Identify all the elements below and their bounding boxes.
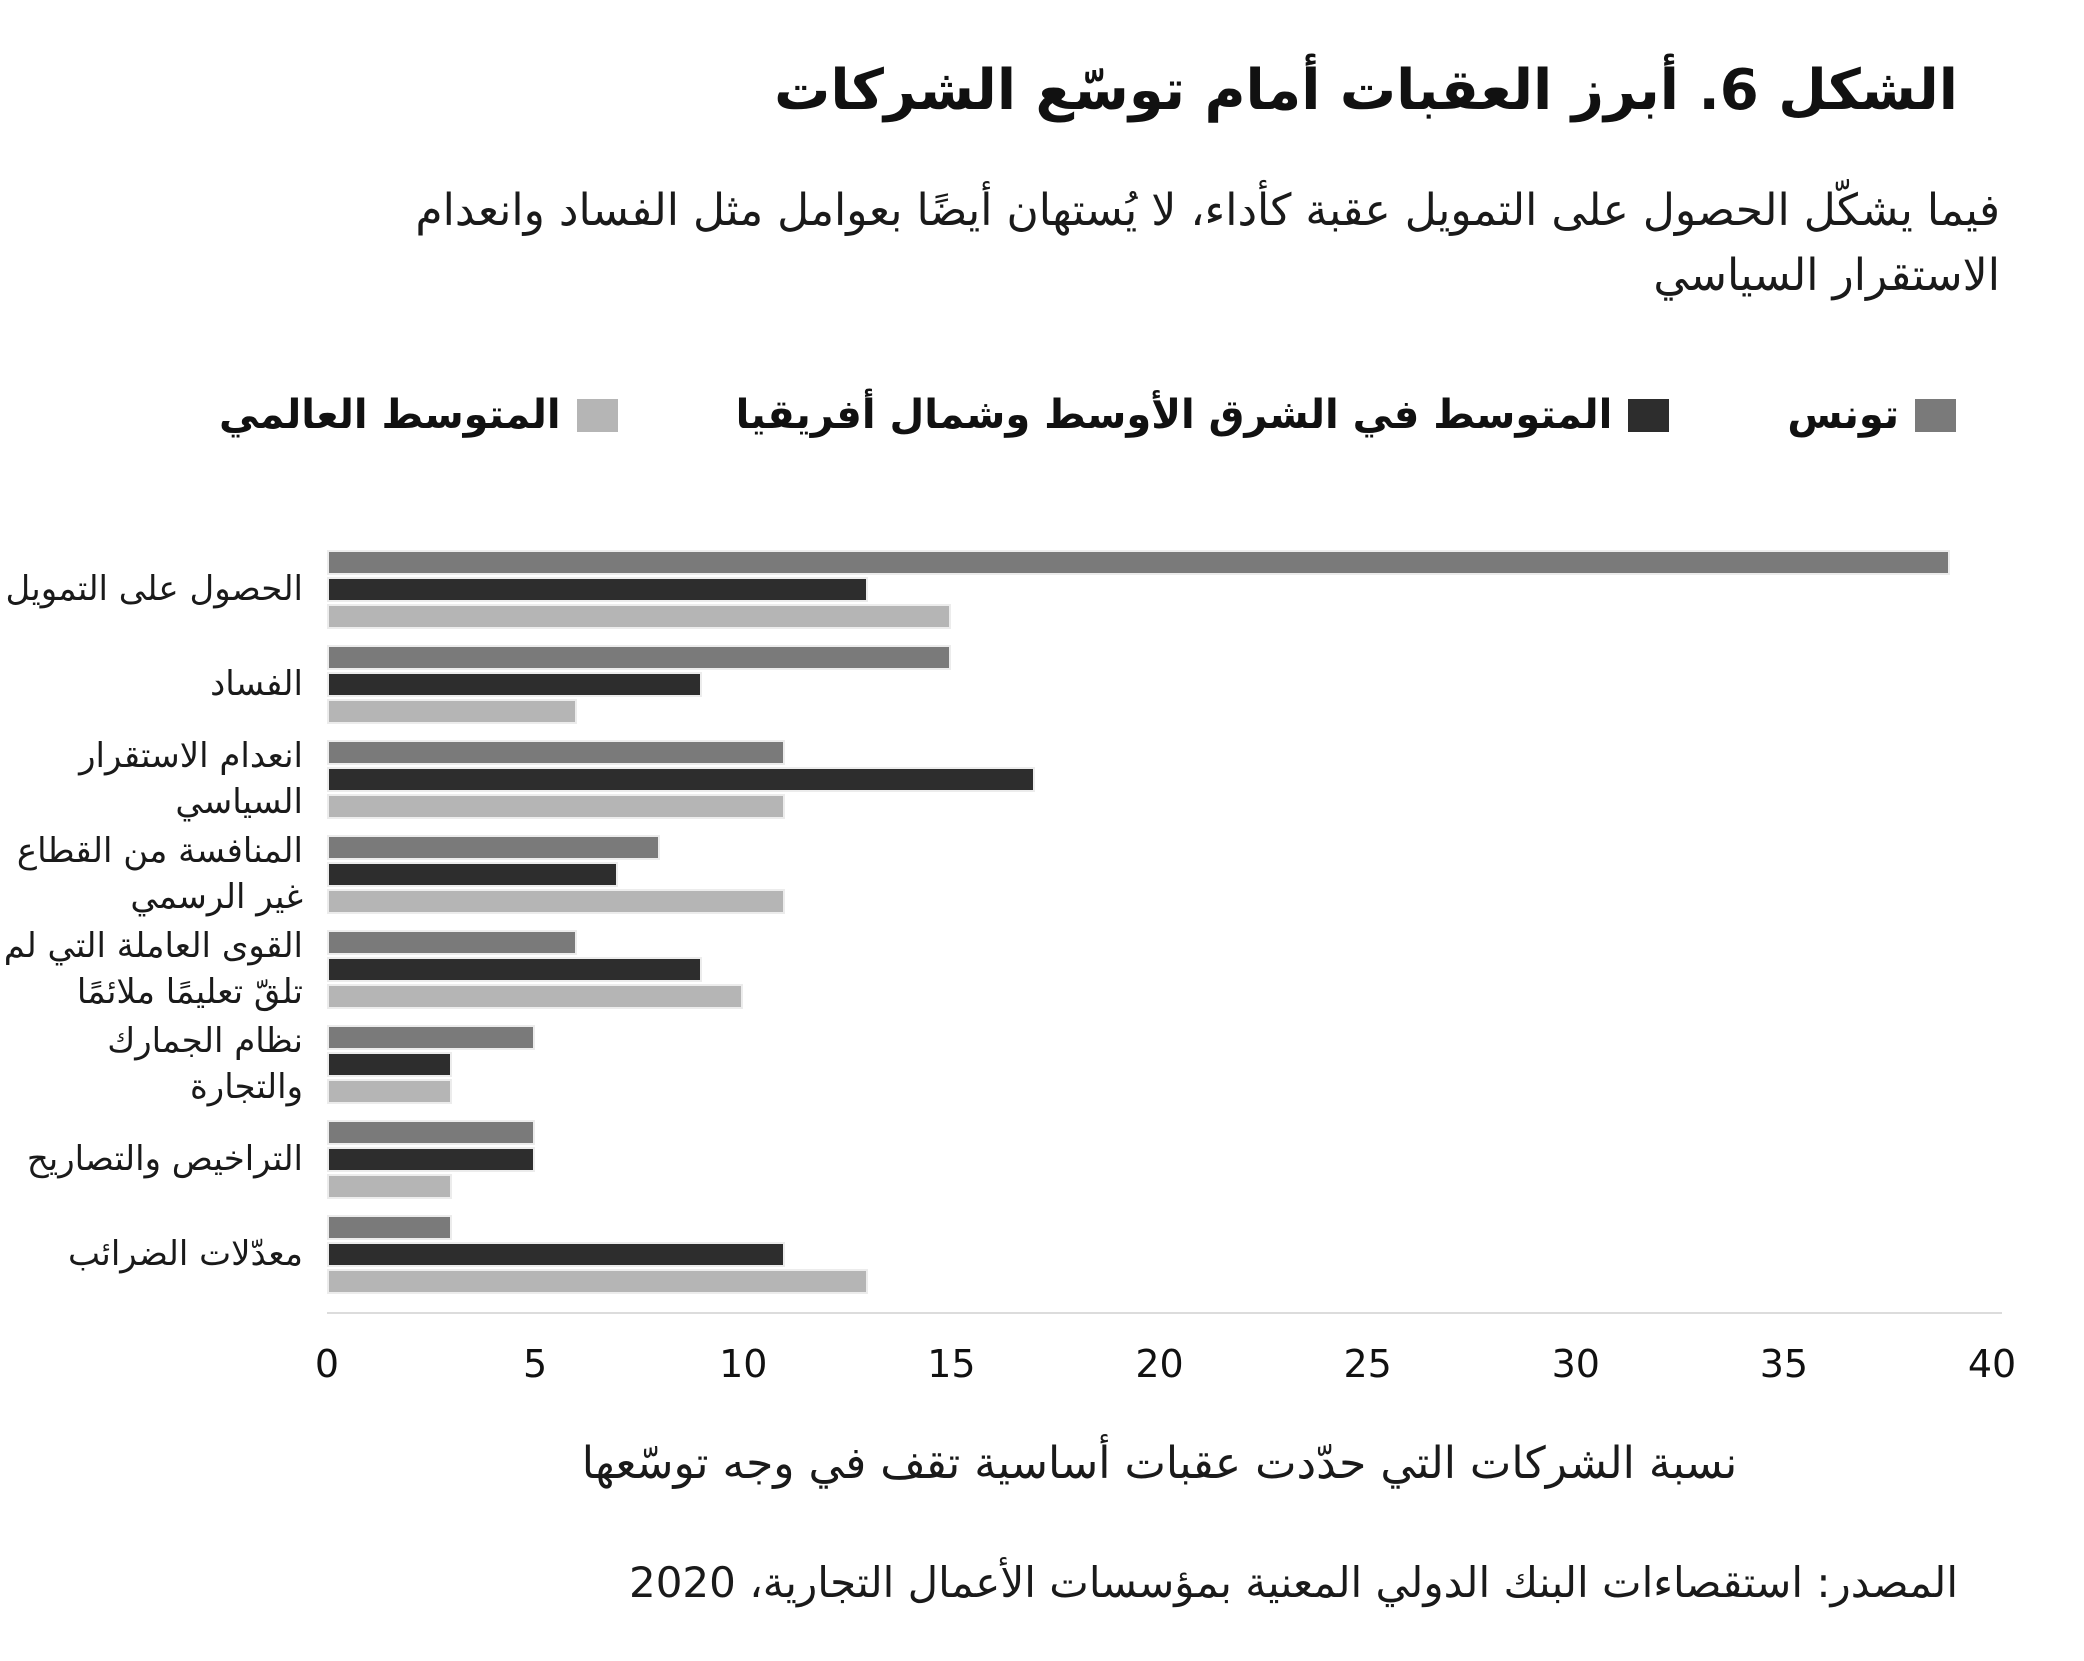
bar-mena-average [327, 1052, 452, 1077]
bars-cell [327, 542, 1992, 637]
bar-global-average [327, 1174, 452, 1199]
legend-item-tunisia [1787, 392, 1956, 438]
bar-global-average [327, 889, 785, 914]
x-tick-5: 5 [523, 1342, 548, 1386]
bars-cell [327, 1017, 1992, 1112]
bar-global-average [327, 984, 743, 1009]
bars-cell [327, 922, 1992, 1017]
bar-mena-average [327, 1242, 785, 1267]
bar-tunisia [327, 550, 1950, 575]
bar-global-average [327, 1079, 452, 1104]
bar-tunisia [327, 930, 577, 955]
bar-tunisia [327, 1025, 535, 1050]
legend-label-mena-average: المتوسط في الشرق الأوسط وشمال أفريقيا [735, 392, 1613, 438]
bar-tunisia [327, 645, 951, 670]
figure-subtitle: فيما يشكّل الحصول على التمويل عقبة كأداء، لا يُستهان أيضًا بعوامل مثل الفساد وانعدام الاستقرار السياسي [415, 185, 2000, 302]
bar-tunisia [327, 835, 660, 860]
x-tick-20: 20 [1135, 1342, 1184, 1386]
bar-global-average [327, 794, 785, 819]
category-label: الفساد [210, 663, 303, 704]
legend-swatch-mena-average [1628, 399, 1669, 432]
bar-tunisia [327, 1215, 452, 1240]
bar-group [0, 732, 2084, 827]
category-label: القوى العاملة التي لم تلقّ تعليمًا ملائمًا [3, 925, 303, 1012]
bar-global-average [327, 1269, 868, 1294]
bar-tunisia [327, 740, 785, 765]
legend-label-tunisia: تونس [1787, 392, 1899, 438]
legend-swatch-tunisia [1915, 399, 1956, 432]
x-axis-ticks [314, 1342, 2017, 1402]
chart-legend [219, 392, 1956, 438]
bar-global-average [327, 604, 951, 629]
bar-tunisia [327, 1120, 535, 1145]
category-label: معدّلات الضرائب [67, 1233, 303, 1274]
bars-cell [327, 732, 1992, 827]
x-tick-40: 40 [1967, 1342, 2017, 1386]
category-label: انعدام الاستقرار السياسي [79, 735, 303, 822]
bar-mena-average [327, 767, 1035, 792]
x-tick-15: 15 [927, 1342, 976, 1386]
bar-mena-average [327, 672, 702, 697]
bar-groups [0, 542, 2084, 1302]
x-tick-10: 10 [719, 1342, 768, 1386]
bar-mena-average [327, 862, 618, 887]
x-axis-label: نسبة الشركات التي حدّدت عقبات أساسية تقف في وجه توسّعها [581, 1438, 1738, 1489]
bar-group [0, 827, 2084, 922]
bar-group [0, 1112, 2084, 1207]
category-label: الحصول على التمويل [5, 568, 303, 609]
bar-group [0, 542, 2084, 637]
bars-cell [327, 1207, 1992, 1302]
bar-global-average [327, 699, 577, 724]
bar-mena-average [327, 957, 702, 982]
bars-cell [327, 1112, 1992, 1207]
x-tick-30: 30 [1551, 1342, 1600, 1386]
x-tick-25: 25 [1343, 1342, 1392, 1386]
legend-label-global-average: المتوسط العالمي [218, 392, 561, 438]
bar-mena-average [327, 577, 868, 602]
x-tick-0: 0 [314, 1342, 340, 1386]
category-label: المنافسة من القطاع غير الرسمي [16, 830, 303, 917]
bar-group [0, 1017, 2084, 1112]
legend-swatch-global-average [577, 399, 618, 432]
x-tick-35: 35 [1759, 1342, 1809, 1386]
source-note: المصدر: استقصاءات البنك الدولي المعنية بمؤسسات الأعمال التجارية، 2020 [628, 1558, 1958, 1607]
bar-group [0, 637, 2084, 732]
bar-group [0, 1207, 2084, 1302]
legend-item-global-average [219, 392, 618, 438]
bar-mena-average [327, 1147, 535, 1172]
figure-title: الشكل 6. أبرز العقبات أمام توسّع الشركات [774, 58, 1958, 123]
category-label: التراخيص والتصاريح [26, 1138, 303, 1179]
bar-chart [0, 542, 2084, 1386]
bars-cell [327, 827, 1992, 922]
x-axis-line [327, 1312, 2002, 1314]
bars-cell [327, 637, 1992, 732]
category-label: نظام الجمارك والتجارة [107, 1020, 303, 1107]
bar-group [0, 922, 2084, 1017]
legend-item-mena-average [736, 392, 1670, 438]
